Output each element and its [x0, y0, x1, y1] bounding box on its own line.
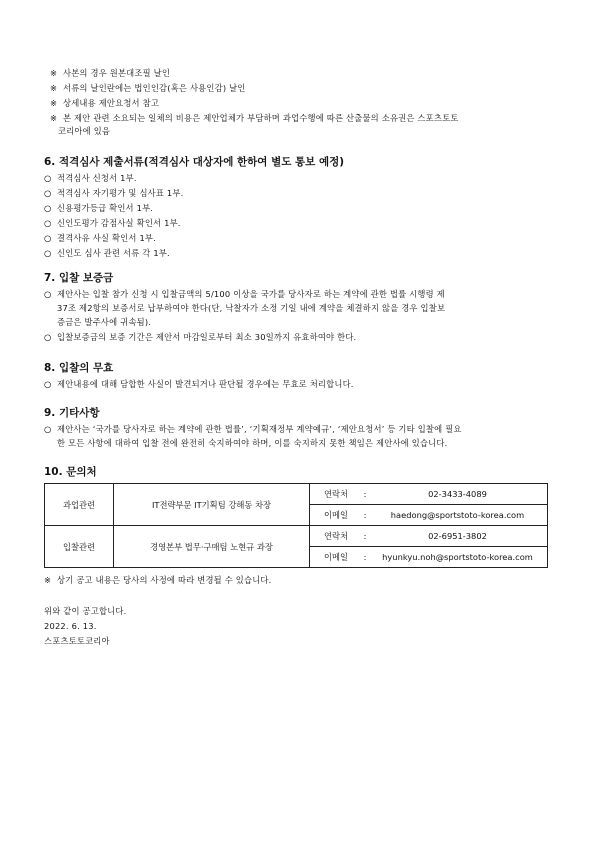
bullet-icon: ○: [44, 218, 52, 228]
list-item: [44, 331, 356, 343]
list-item: [44, 172, 137, 184]
contact-person: IT전략부문 IT기획팀 강해동 차장: [114, 484, 310, 526]
bullet-icon: ○: [44, 233, 52, 243]
table-row: [45, 484, 548, 505]
email-value: hyunkyu.noh@sportstoto-korea.com: [368, 547, 548, 568]
colon: :: [362, 547, 368, 568]
list-item-text: 제안사는 ‘국가를 당사자로 하는 계약에 관한 법률’, ‘기획재정부 계약예규’, ‘제안요청서’ 등 기타 입찰에 필요: [57, 424, 462, 434]
phone-label: 연락처: [310, 526, 363, 547]
table-row: [45, 526, 548, 547]
section9-title: 9. 기타사항: [44, 407, 100, 419]
list-item-continuation: 증금은 발주사에 귀속됨).: [57, 317, 152, 327]
list-item: [44, 232, 156, 244]
list-item: [44, 288, 445, 300]
list-item: [44, 202, 153, 214]
list-item-text: 결격사유 사실 확인서 1부.: [57, 233, 156, 243]
list-item: [44, 247, 170, 259]
list-item-continuation: 37조 제2항의 보증서로 납부하여야 한다(단, 낙찰자가 소정 기일 내에 계약을 체결하지 않을 경우 입찰보: [57, 303, 446, 313]
note-line: [50, 67, 170, 79]
bullet-icon: ○: [44, 248, 52, 258]
email-label: 이메일: [310, 547, 363, 568]
note-marker: ※: [50, 98, 58, 108]
list-item: [44, 187, 183, 199]
note-line: [50, 112, 459, 124]
list-item-text: 적격심사 자기평가 및 심사표 1부.: [57, 188, 184, 198]
footer-note: [44, 574, 271, 586]
list-item-continuation: 한 모든 사항에 대하여 입찰 전에 완전히 숙지하여야 하며, 이를 숙지하지 못한 책임은 제안사에 있습니다.: [57, 438, 448, 448]
list-item: [44, 378, 354, 390]
list-item-text: 신인도 심사 관련 서류 각 1부.: [57, 248, 170, 258]
section7-title: 7. 입찰 보증금: [44, 272, 114, 284]
colon: :: [362, 484, 368, 505]
phone-label: 연락처: [310, 484, 363, 505]
bullet-icon: ○: [44, 203, 52, 213]
email-value: haedong@sportstoto-korea.com: [368, 505, 548, 526]
note-line: [50, 82, 246, 94]
section10-title: 10. 문의처: [44, 466, 97, 478]
bullet-icon: ○: [44, 379, 52, 389]
closing-date: 2022. 6. 13.: [44, 621, 97, 631]
bullet-icon: ○: [44, 332, 52, 342]
closing-company: 스포츠토토코리아: [44, 636, 110, 646]
contact-category: 과업관련: [45, 484, 114, 526]
note-marker: ※: [50, 113, 58, 123]
list-item: [44, 423, 462, 435]
email-label: 이메일: [310, 505, 363, 526]
section8-title: 8. 입찰의 무효: [44, 362, 114, 374]
contact-table: [44, 483, 548, 568]
footer-note-text: 상기 공고 내용은 당사의 사정에 따라 변경될 수 있습니다.: [57, 575, 272, 585]
contact-category: 입찰관련: [45, 526, 114, 568]
contact-person: 경영본부 법무·구매팀 노현규 과장: [114, 526, 310, 568]
note-marker: ※: [50, 68, 58, 78]
bullet-icon: ○: [44, 424, 52, 434]
note-continuation: 코리아에 있음: [58, 126, 111, 136]
list-item-text: 신용평가등급 확인서 1부.: [57, 203, 154, 213]
colon: :: [362, 505, 368, 526]
note-text: 사본의 경우 원본대조필 날인: [63, 68, 171, 78]
colon: :: [362, 526, 368, 547]
note-marker: ※: [50, 83, 58, 93]
list-item-text: 입찰보증금의 보증 기간은 제안서 마감일로부터 최소 30일까지 유효하여야 한다.: [57, 332, 357, 342]
list-item-text: 제안사는 입찰 참가 신청 시 입찰금액의 5/100 이상을 국가를 당사자로 하는 계약에 관한 법률 시행령 제: [57, 289, 445, 299]
bullet-icon: ○: [44, 173, 52, 183]
list-item-text: 적격심사 신청서 1부.: [57, 173, 137, 183]
list-item-text: 제안내용에 대해 담합한 사실이 발견되거나 판단될 경우에는 무효로 처리합니다.: [57, 379, 354, 389]
phone-value: 02-3433-4089: [368, 484, 548, 505]
phone-value: 02-6951-3802: [368, 526, 548, 547]
list-item: [44, 217, 181, 229]
note-line: [50, 97, 159, 109]
note-text: 본 제안 관련 소요되는 일체의 비용은 제안업체가 부담하며 과업수행에 따른 산출물의 소유권은 스포츠토토: [63, 113, 459, 123]
bullet-icon: ○: [44, 289, 52, 299]
note-text: 상세내용 제안요청서 참고: [63, 98, 160, 108]
note-marker: ※: [44, 575, 52, 585]
closing-statement: 위와 같이 공고합니다.: [44, 606, 127, 616]
list-item-text: 신인도평가 감점사실 확인서 1부.: [57, 218, 181, 228]
section6-title: 6. 적격심사 제출서류(적격심사 대상자에 한하여 별도 통보 예정): [44, 156, 345, 168]
bullet-icon: ○: [44, 188, 52, 198]
note-text: 서류의 날인란에는 법인인감(혹은 사용인감) 날인: [63, 83, 246, 93]
